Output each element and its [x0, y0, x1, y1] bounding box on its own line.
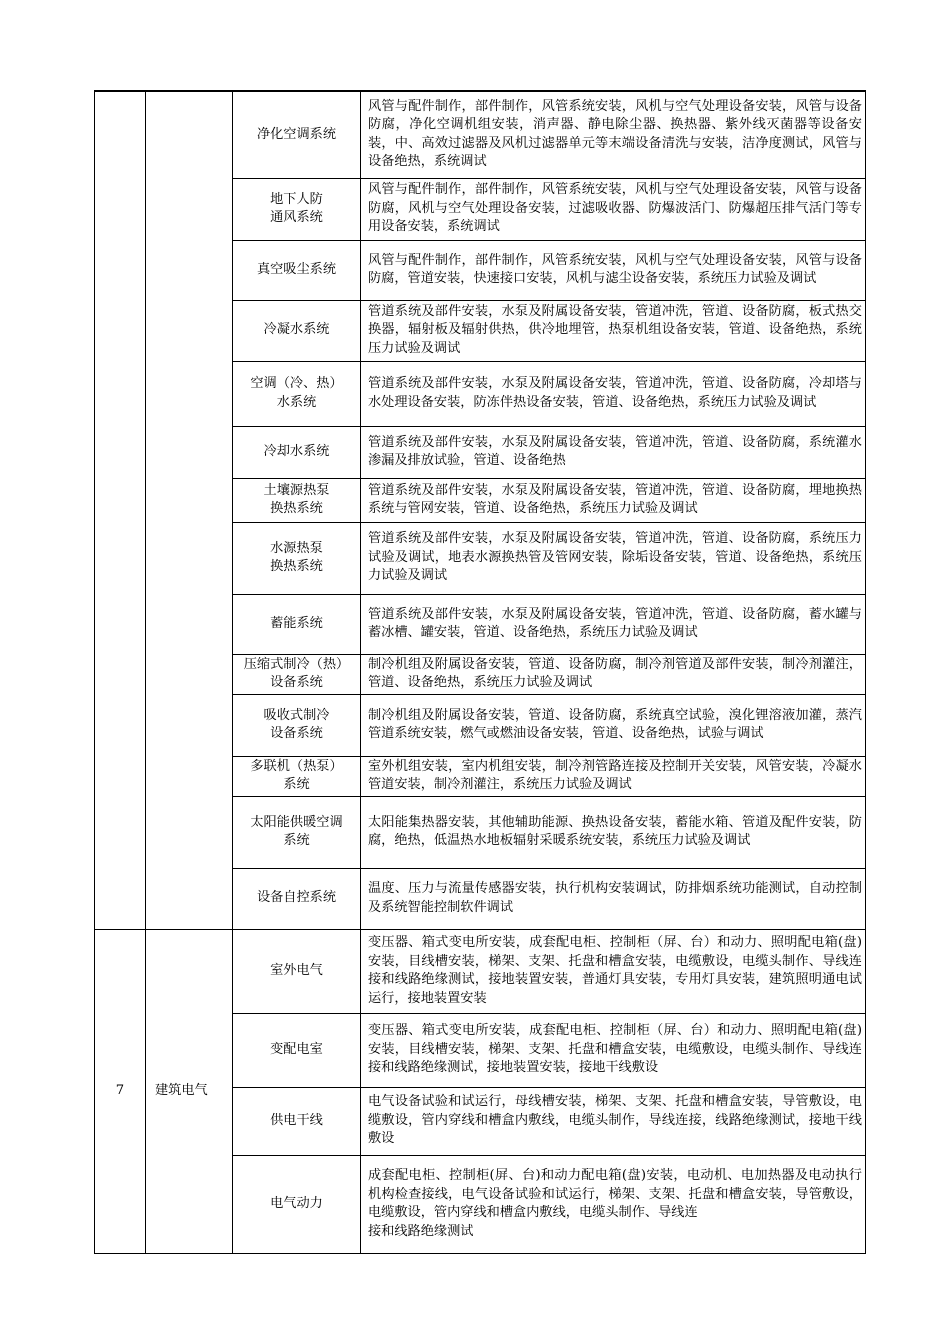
subsystem-content: 管道系统及部件安装，水泵及附属设备安装，管道冲洗，管道、设备防腐，板式热交换器，辐射板及辐射供热，供冷地埋管，热泵机组设备安装，管道、设备绝热，系统压力试验及调试 [361, 300, 866, 361]
subsystem-content: 管道系统及部件安装，水泵及附属设备安装，管道冲洗，管道、设备防腐，系统灌水渗漏及排放试验，管道、设备绝热 [361, 426, 866, 478]
subsystem-name: 电气动力 [233, 1155, 361, 1253]
subsystem-content: 管道系统及部件安装，水泵及附属设备安装，管道冲洗，管道、设备防腐，冷却塔与水处理设备安装，防冻伴热设备安装，管道、设备绝热，系统压力试验及调试 [361, 361, 866, 426]
subsystem-content: 温度、压力与流量传感器安装，执行机构安装调试，防排烟系统功能测试，自动控制及系统智能控制软件调试 [361, 868, 866, 929]
subsystem-content: 风管与配件制作，部件制作，风管系统安装，风机与空气处理设备安装，风管与设备防腐，管道安装，快速接口安装，风机与滤尘设备安装，系统压力试验及调试 [361, 240, 866, 300]
subsystem-name: 冷凝水系统 [233, 300, 361, 361]
subsystem-name: 真空吸尘系统 [233, 240, 361, 300]
item-number-cell [95, 91, 146, 929]
subsystem-name: 空调（冷、热） 水系统 [233, 361, 361, 426]
category-cell: 建筑电气 [146, 929, 233, 1253]
subsystem-content: 管道系统及部件安装，水泵及附属设备安装，管道冲洗，管道、设备防腐，蓄水罐与蓄冰槽、罐安装，管道、设备绝热，系统压力试验及调试 [361, 594, 866, 654]
subsystem-name: 设备自控系统 [233, 868, 361, 929]
subsystem-name: 吸收式制冷 设备系统 [233, 694, 361, 756]
subsystem-name: 多联机（热泵） 系统 [233, 756, 361, 796]
subsystem-name: 变配电室 [233, 1013, 361, 1087]
subsystem-name: 地下人防 通风系统 [233, 178, 361, 240]
subsystem-name: 净化空调系统 [233, 91, 361, 178]
subsystem-content: 制冷机组及附属设备安装，管道、设备防腐，制冷剂管道及部件安装，制冷剂灌注，管道、设备绝热，系统压力试验及调试 [361, 654, 866, 694]
subsystem-name: 太阳能供暖空调 系统 [233, 796, 361, 868]
subsystem-content: 电气设备试验和试运行，母线槽安装，梯架、支架、托盘和槽盒安装，导管敷设，电缆敷设，管内穿线和槽盒内敷线，电缆头制作，导线连接，线路绝缘测试，接地干线敷设 [361, 1087, 866, 1155]
subsystem-name: 供电干线 [233, 1087, 361, 1155]
subsystem-content: 制冷机组及附属设备安装，管道、设备防腐，系统真空试验，溴化锂溶液加灌，蒸汽管道系统安装，燃气或燃油设备安装，管道、设备绝热，试验与调试 [361, 694, 866, 756]
subsystem-name: 冷却水系统 [233, 426, 361, 478]
subsystem-content: 太阳能集热器安装，其他辅助能源、换热设备安装，蓄能水箱、管道及配件安装，防腐，绝热，低温热水地板辐射采暖系统安装，系统压力试验及调试 [361, 796, 866, 868]
subsystem-name: 压缩式制冷（热） 设备系统 [233, 654, 361, 694]
construction-items-table [94, 90, 866, 1254]
subsystem-content: 风管与配件制作，部件制作，风管系统安装，风机与空气处理设备安装，风管与设备防腐，净化空调机组安装，消声器、静电除尘器、换热器、紫外线灭菌器等设备安装，中、高效过滤器及风机过滤器单元等末端设备清洗与安装，洁净度测试，风管与设备绝热，系统调试 [361, 91, 866, 178]
subsystem-content: 风管与配件制作，部件制作，风管系统安装，风机与空气处理设备安装，风管与设备防腐，风机与空气处理设备安装，过滤吸收器、防爆波活门、防爆超压排气活门等专用设备安装，系统调试 [361, 178, 866, 240]
subsystem-content: 成套配电柜、控制柜(屏、台)和动力配电箱(盘)安装，电动机、电加热器及电动执行机构检查接线，电气设备试验和试运行，梯架、支架、托盘和槽盒安装，导管敷设，电缆敷设，管内穿线和槽盒内敷线，电缆头制作、导线连 接和线路绝缘测试 [361, 1155, 866, 1253]
subsystem-name: 土壤源热泵 换热系统 [233, 478, 361, 522]
subsystem-name: 水源热泵 换热系统 [233, 522, 361, 594]
subsystem-content: 变压器、箱式变电所安装，成套配电柜、控制柜（屏、台）和动力、照明配电箱(盘)安装，目线槽安装，梯架、支架、托盘和槽盒安装，电缆敷设，电缆头制作、导线连接和线路绝缘测试，接地装置安装，接地干线敷设 [361, 1013, 866, 1087]
table-row [95, 929, 866, 1013]
subsystem-content: 室外机组安装，室内机组安装，制冷剂管路连接及控制开关安装，风管安装，冷凝水管道安装，制冷剂灌注，系统压力试验及调试 [361, 756, 866, 796]
table-row [95, 91, 866, 178]
subsystem-name: 蓄能系统 [233, 594, 361, 654]
category-cell [146, 91, 233, 929]
subsystem-content: 管道系统及部件安装，水泵及附属设备安装，管道冲洗，管道、设备防腐，埋地换热系统与管网安装，管道、设备绝热，系统压力试验及调试 [361, 478, 866, 522]
subsystem-content: 管道系统及部件安装，水泵及附属设备安装，管道冲洗，管道、设备防腐，系统压力试验及调试，地表水源换热管及管网安装，除垢设备安装，管道、设备绝热，系统压力试验及调试 [361, 522, 866, 594]
subsystem-name: 室外电气 [233, 929, 361, 1013]
item-number-cell: 7 [95, 929, 146, 1253]
subsystem-content: 变压器、箱式变电所安装，成套配电柜、控制柜（屏、台）和动力、照明配电箱(盘)安装，目线槽安装，梯架、支架、托盘和槽盒安装，电缆敷设，电缆头制作、导线连接和线路绝缘测试，接地装置安装，普通灯具安装，专用灯具安装，建筑照明通电试运行，接地装置安装 [361, 929, 866, 1013]
